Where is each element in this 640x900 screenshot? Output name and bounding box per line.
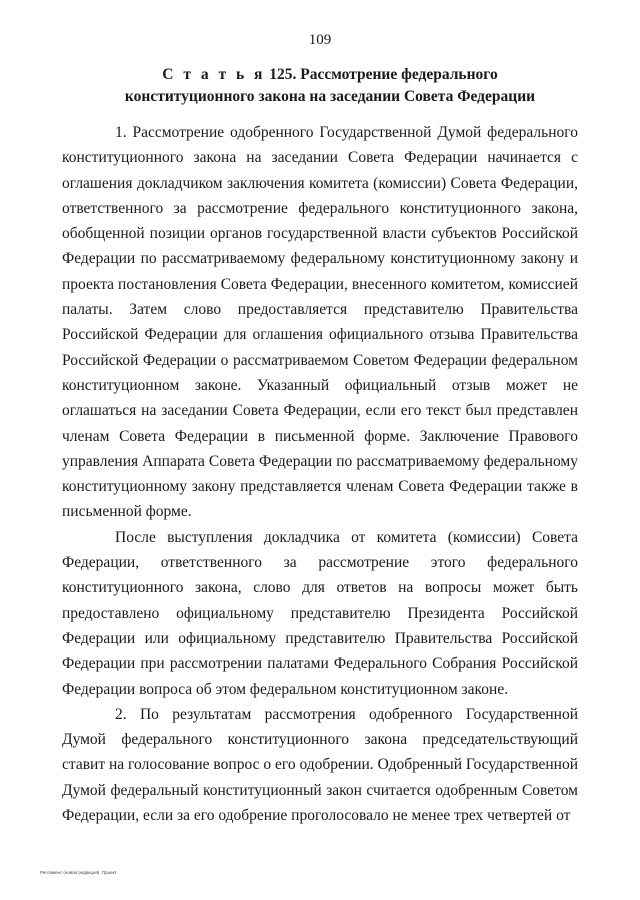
article-heading	[100, 64, 560, 108]
paragraph-1: 1. Рассмотрение одобренного Государственной Думой федерального конституционного закона на заседании Совета Федерации начинается с оглашения докладчиком заключения комитета (комиссии) Совета Федерации, ответственного за рассмотрение федерального конституционного закона, обобщенной позиции органов государственной власти субъектов Российской Федерации по рассматриваемому федеральному конституционному закону и проекта постановления Совета Федерации, внесенного комитетом, комиссией палаты. Затем слово предоставляется представителю Правительства Российской Федерации для оглашения официального отзыва Правительства Российской Федерации о рассматриваемом Советом Федерации федеральном конституционном законе. Указанный официальный отзыв может не оглашаться на заседании Совета Федерации, если его текст был представлен членам Совета Федерации в письменной форме. Заключение Правового управления Аппарата Совета Федерации по рассматриваемому федеральному конституционному закону представляется членам Совета Федерации также в письменной форме.	[62, 124, 578, 521]
article-body	[62, 120, 578, 828]
page-number: 109	[308, 32, 332, 48]
article-label: С т а т ь я	[162, 66, 266, 83]
paragraph-2: После выступления докладчика от комитета (комиссии) Совета Федерации, ответственного за рассмотрение этого федерального конституционного закона, слово для ответов на вопросы может быть предоставлено официальному представителю Президента Российской Федерации или официальному представителю Правительства Российской Федерации при рассмотрении палатами Федерального Собрания Российской Федерации вопроса об этом федеральном конституционном законе.	[62, 528, 578, 698]
footer-note: Регламент (новая редакция). Проект	[40, 870, 117, 875]
article-title: 125. Рассмотрение федерального конституционного закона на заседании Совета Федерации	[124, 66, 536, 105]
paragraph-3: 2. По результатам рассмотрения одобренного Государственной Думой федерального конституционного закона председательствующий ставит на голосование вопрос о его одобрении. Одобренный Государственной Думой федеральный конституционный закон считается одобренным Советом Федерации, если за его одобрение проголосовало не менее трех четвертей от	[62, 705, 578, 825]
